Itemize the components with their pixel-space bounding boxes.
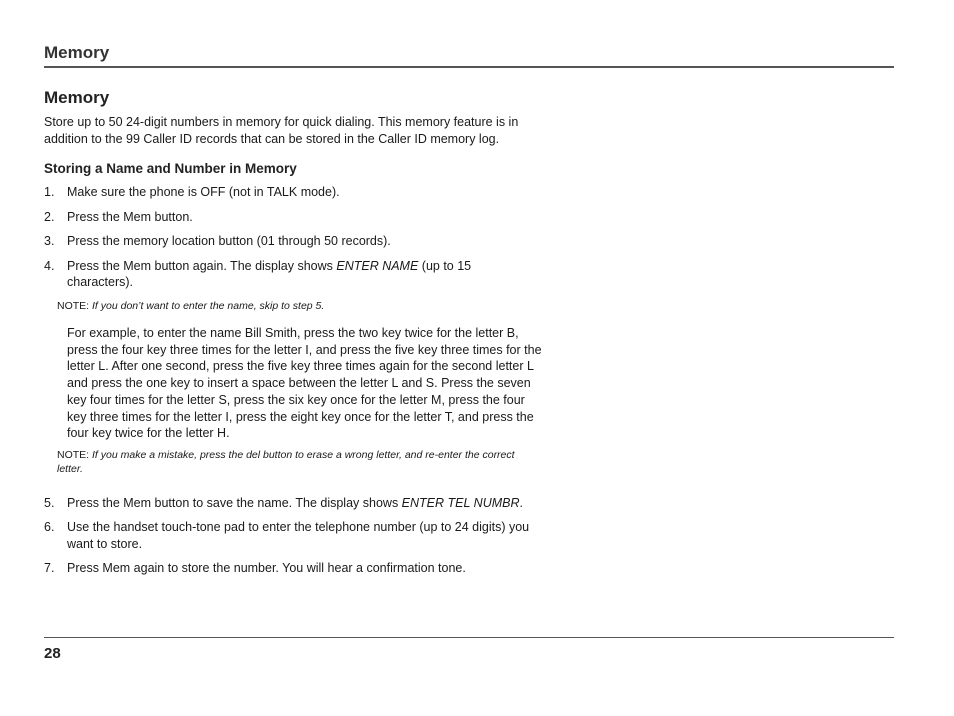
note-skip-name	[57, 299, 554, 314]
header-divider	[44, 66, 894, 68]
footer-divider	[44, 637, 894, 638]
note-text: If you make a mistake, press the del button to erase a wrong letter, and re-enter the correct letter.	[57, 448, 515, 476]
step-text: Press the Mem button again. The display shows	[67, 258, 337, 273]
main-content	[44, 88, 554, 585]
step-text: Press the Mem button.	[67, 209, 193, 224]
step-number: 7.	[44, 561, 55, 576]
note-label: NOTE:	[57, 299, 90, 312]
step-6	[44, 519, 554, 552]
step-text: Press Mem again to store the number. You will hear a confirmation tone.	[67, 561, 466, 576]
step-text: Use the handset touch-tone pad to enter the telephone number (up to 24 digits) you want to store.	[67, 520, 530, 551]
note-mistake	[57, 448, 537, 477]
step-text: Press the memory location button (01 through 50 records).	[67, 234, 391, 248]
step-7	[44, 560, 554, 577]
step-text: (not in TALK mode).	[225, 185, 340, 199]
step-text: .	[519, 495, 523, 510]
intro-paragraph: Store up to 50 24-digit numbers in memory for quick dialing. This memory feature is in addition to the 99 Caller ID records that can be stored in the Caller ID memory log.	[44, 115, 519, 146]
example-paragraph: For example, to enter the name Bill Smith, press the two key twice for the letter B, press the four key three times for the letter I, and press the five key three times for the letter L. After one second, press the five key three times again for the second letter L and press the one key to insert a space between the letter L and S. Press the seven key four times for the letter S, press the six key once for the letter M, press the four key three times for the letter I, press the eight key once for the letter T, and press the four key twice for the letter H.	[67, 326, 542, 441]
step-3	[44, 233, 554, 250]
step-2	[44, 209, 554, 226]
step-emphasis: OFF	[200, 185, 226, 199]
step-text: Make sure the phone is	[67, 185, 201, 199]
section-title: Memory	[44, 88, 110, 107]
step-1	[44, 184, 554, 201]
step-5	[44, 495, 554, 512]
note-label: NOTE:	[57, 448, 90, 461]
step-number: 5.	[44, 495, 55, 510]
step-number: 3.	[44, 234, 55, 248]
note-text: If you don’t want to enter the name, skip to step 5.	[89, 299, 325, 312]
display-text: ENTER NAME	[336, 258, 419, 273]
step-text: Press the Mem button to save the name. The display shows	[67, 495, 402, 510]
page-number: 28	[44, 645, 61, 662]
display-text: ENTER TEL NUMBR	[401, 495, 520, 510]
step-4	[44, 258, 532, 291]
running-header: Memory	[44, 43, 110, 62]
step-number: 2.	[44, 209, 55, 224]
step-text: (up to 15 characters).	[67, 258, 472, 289]
step-number: 4.	[44, 258, 55, 273]
subsection-title: Storing a Name and Number in Memory	[44, 161, 297, 176]
step-number: 6.	[44, 520, 55, 535]
step-number: 1.	[44, 185, 55, 199]
